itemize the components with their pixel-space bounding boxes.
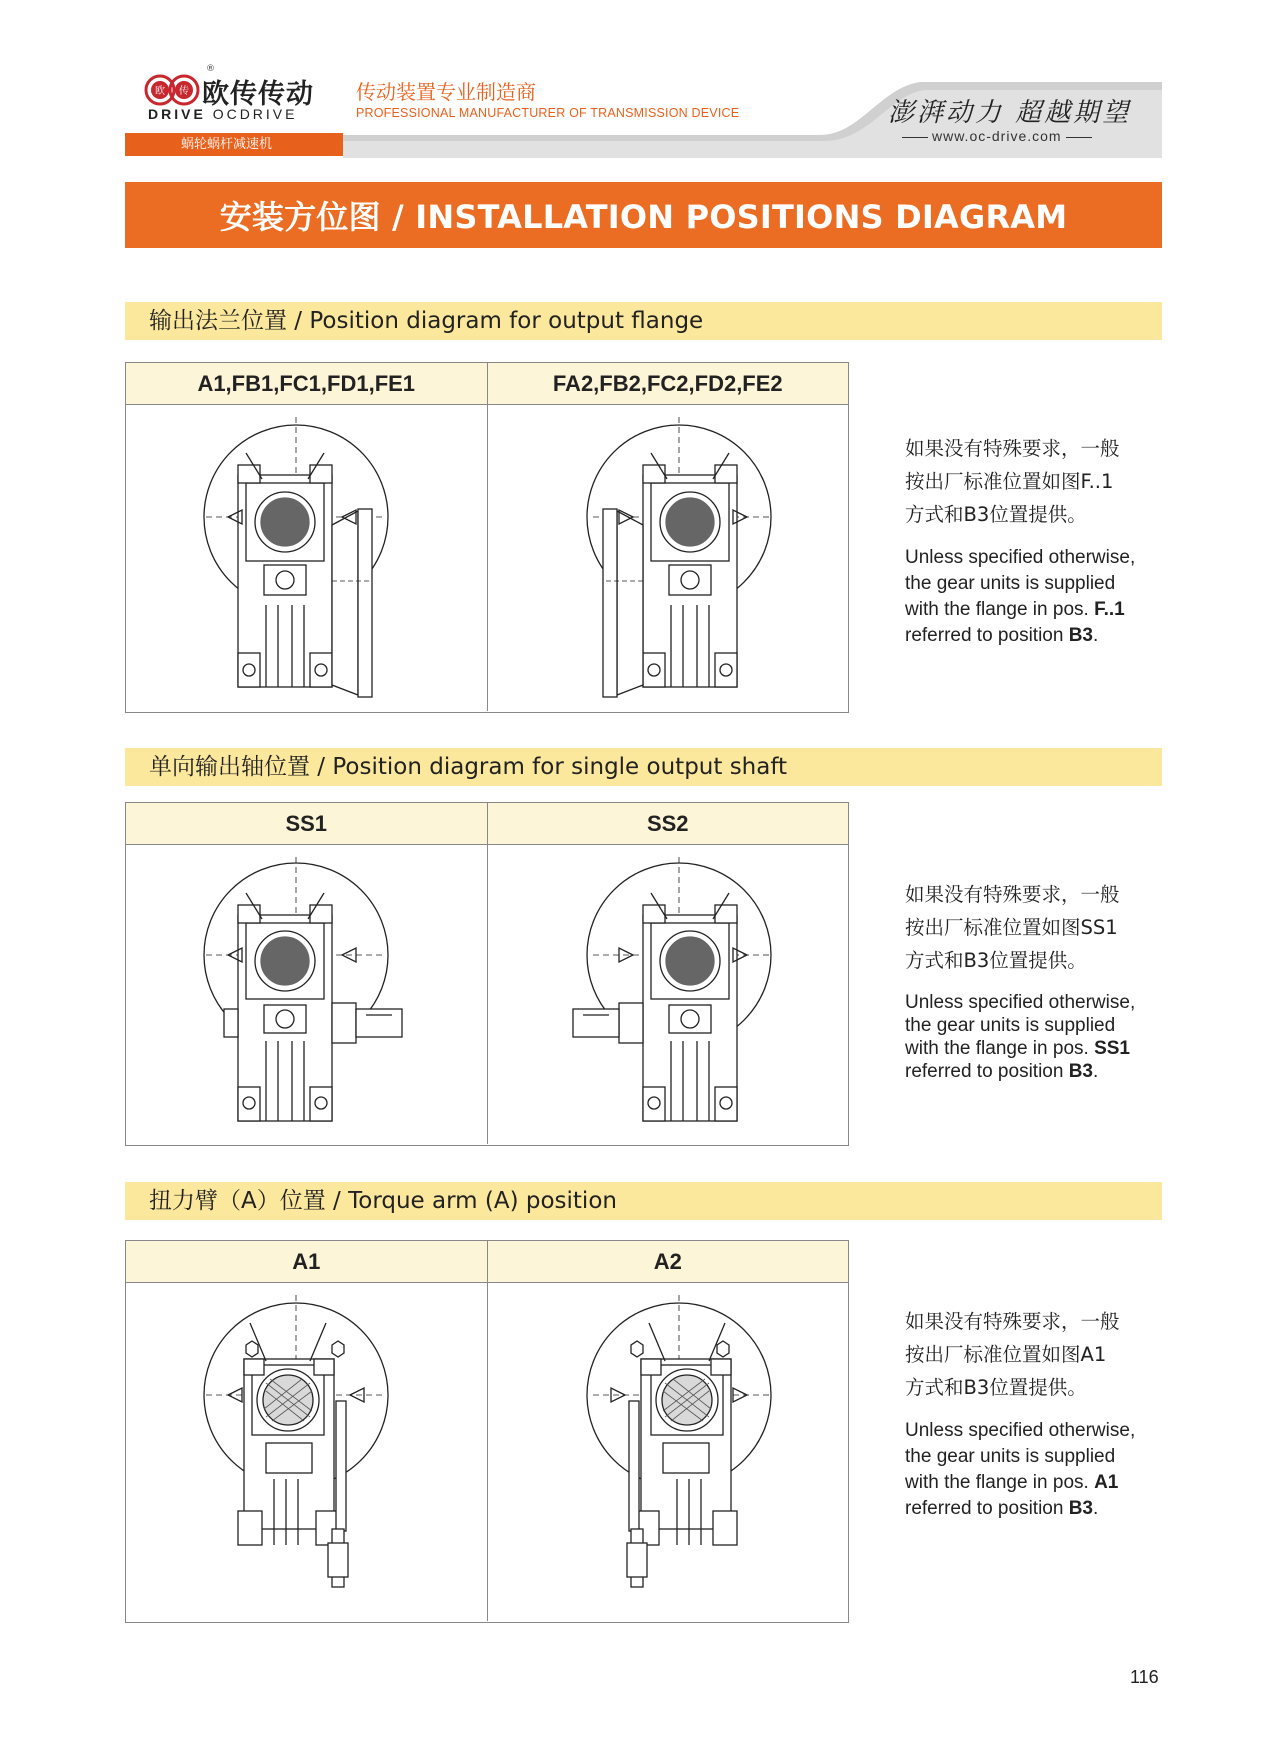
note-en	[905, 1418, 1175, 1522]
note-cn-line-3: 方式和B3位置提供。	[905, 949, 1087, 972]
column-header-ss2: SS2	[487, 803, 849, 844]
logo-en-drive: DRIVE	[148, 106, 206, 122]
note-cn-line-3: 方式和B3位置提供。	[905, 1376, 1087, 1399]
note-en-ref-pos: B3	[1068, 625, 1093, 646]
note-single-shaft	[905, 878, 1175, 1083]
tagline-english: PROFESSIONAL MANUFACTURER OF TRANSMISSION DEVICE	[356, 106, 740, 120]
motto-chinese: 澎湃动力 超越期望	[888, 98, 1132, 128]
note-en-ref: referred to position	[905, 1498, 1069, 1519]
diagram-cell-fa2	[487, 405, 849, 711]
note-cn-line-1: 如果没有特殊要求，一般	[905, 1310, 1120, 1333]
diagram-cell-torque-a2	[487, 1283, 849, 1621]
note-cn-line-1: 如果没有特殊要求，一般	[905, 437, 1120, 460]
gearbox-torque-arm-left-drawing	[488, 1283, 849, 1621]
note-cn-line-1: 如果没有特殊要求，一般	[905, 883, 1120, 906]
diagram-cell-ss1	[126, 845, 487, 1144]
note-cn-line-2: 按出厂标准位置如图SS1	[905, 916, 1118, 939]
logo-badge-left: 欧	[155, 86, 165, 97]
note-en-pos: A1	[1094, 1472, 1119, 1493]
note-en-ref: referred to position	[905, 625, 1069, 646]
column-header-a1: A1,FB1,FC1,FD1,FE1	[197, 371, 416, 396]
note-en-line-4	[905, 623, 1175, 649]
column-header-fa2: FA2,FB2,FC2,FD2,FE2	[487, 363, 849, 404]
note-cn-line-3: 方式和B3位置提供。	[905, 503, 1087, 526]
note-en-line-2: the gear units is supplied	[905, 1015, 1116, 1036]
section-heading-output-flange: 输出法兰位置 / Position diagram for output flange	[125, 302, 1162, 340]
note-en-end: .	[1093, 1498, 1099, 1519]
note-en-ref-pos: B3	[1068, 1498, 1093, 1519]
category-tab: 蜗轮蜗杆减速机	[125, 133, 343, 156]
note-en-pos-text: with the flange in pos.	[905, 1472, 1095, 1493]
logo-chinese-name: 欧传传动	[202, 79, 314, 110]
tagline-chinese: 传动装置专业制造商	[356, 80, 536, 104]
column-header-a1: A1	[292, 1249, 321, 1274]
gearbox-torque-arm-right-drawing	[126, 1283, 487, 1621]
note-en-pos: SS1	[1094, 1038, 1130, 1059]
single-shaft-table	[125, 802, 849, 1146]
note-en-line-1: Unless specified otherwise,	[905, 1420, 1136, 1441]
table-header-row	[126, 363, 848, 405]
note-en-end: .	[1093, 1061, 1099, 1082]
table-body-row	[126, 405, 848, 711]
table-body-row	[126, 845, 848, 1144]
page-title-bar	[125, 182, 1162, 248]
logo-badge-right: 传	[179, 86, 189, 97]
note-en-end: .	[1093, 625, 1099, 646]
table-header-row	[126, 1241, 848, 1283]
note-cn-line-2: 按出厂标准位置如图A1	[905, 1343, 1107, 1366]
note-torque-arm	[905, 1305, 1175, 1522]
table-body-row	[126, 1283, 848, 1621]
note-en-pos: F..1	[1094, 599, 1125, 620]
note-en-ref: referred to position	[905, 1061, 1069, 1082]
note-en-line-3	[905, 1470, 1175, 1496]
note-en-pos-text: with the flange in pos.	[905, 599, 1095, 620]
website-url[interactable]: www.oc-drive.com	[898, 128, 1096, 144]
gearbox-flange-left-drawing	[488, 405, 849, 711]
page-title: 安装方位图 / INSTALLATION POSITIONS DIAGRAM	[219, 198, 1068, 236]
note-cn-line-2: 按出厂标准位置如图F..1	[905, 470, 1114, 493]
note-en-line-1: Unless specified otherwise,	[905, 992, 1136, 1013]
note-en-line-3	[905, 1037, 1175, 1060]
table-header-row	[126, 803, 848, 845]
note-en-line-4	[905, 1496, 1175, 1522]
note-en-line-1: Unless specified otherwise,	[905, 547, 1136, 568]
note-en-line-2: the gear units is supplied	[905, 1446, 1116, 1467]
gearbox-flange-right-drawing	[126, 405, 487, 711]
note-en-line-3	[905, 597, 1175, 623]
note-en-ref-pos: B3	[1068, 1061, 1093, 1082]
output-flange-table	[125, 362, 849, 713]
note-output-flange	[905, 432, 1175, 649]
note-en-pos-text: with the flange in pos.	[905, 1038, 1095, 1059]
diagram-cell-torque-a1	[126, 1283, 487, 1621]
registered-mark: ®	[206, 64, 215, 74]
torque-arm-table	[125, 1240, 849, 1623]
note-en	[905, 545, 1175, 649]
note-en-line-2: the gear units is supplied	[905, 573, 1116, 594]
section-heading-single-shaft: 单向输出轴位置 / Position diagram for single output shaft	[125, 748, 1162, 786]
page-number: 116	[1130, 1667, 1159, 1687]
note-en-line-4	[905, 1060, 1175, 1083]
diagram-cell-ss2	[487, 845, 849, 1144]
column-header-ss1: SS1	[285, 811, 328, 836]
column-header-a2: A2	[487, 1241, 849, 1282]
gearbox-shaft-right-drawing	[126, 845, 487, 1144]
note-en	[905, 991, 1175, 1083]
gearbox-shaft-left-drawing	[488, 845, 849, 1144]
diagram-cell-a1	[126, 405, 487, 711]
logo-en-ocdrive: OCDRIVE	[212, 106, 298, 122]
section-heading-torque-arm: 扭力臂（A）位置 / Torque arm (A) position	[125, 1182, 1162, 1220]
